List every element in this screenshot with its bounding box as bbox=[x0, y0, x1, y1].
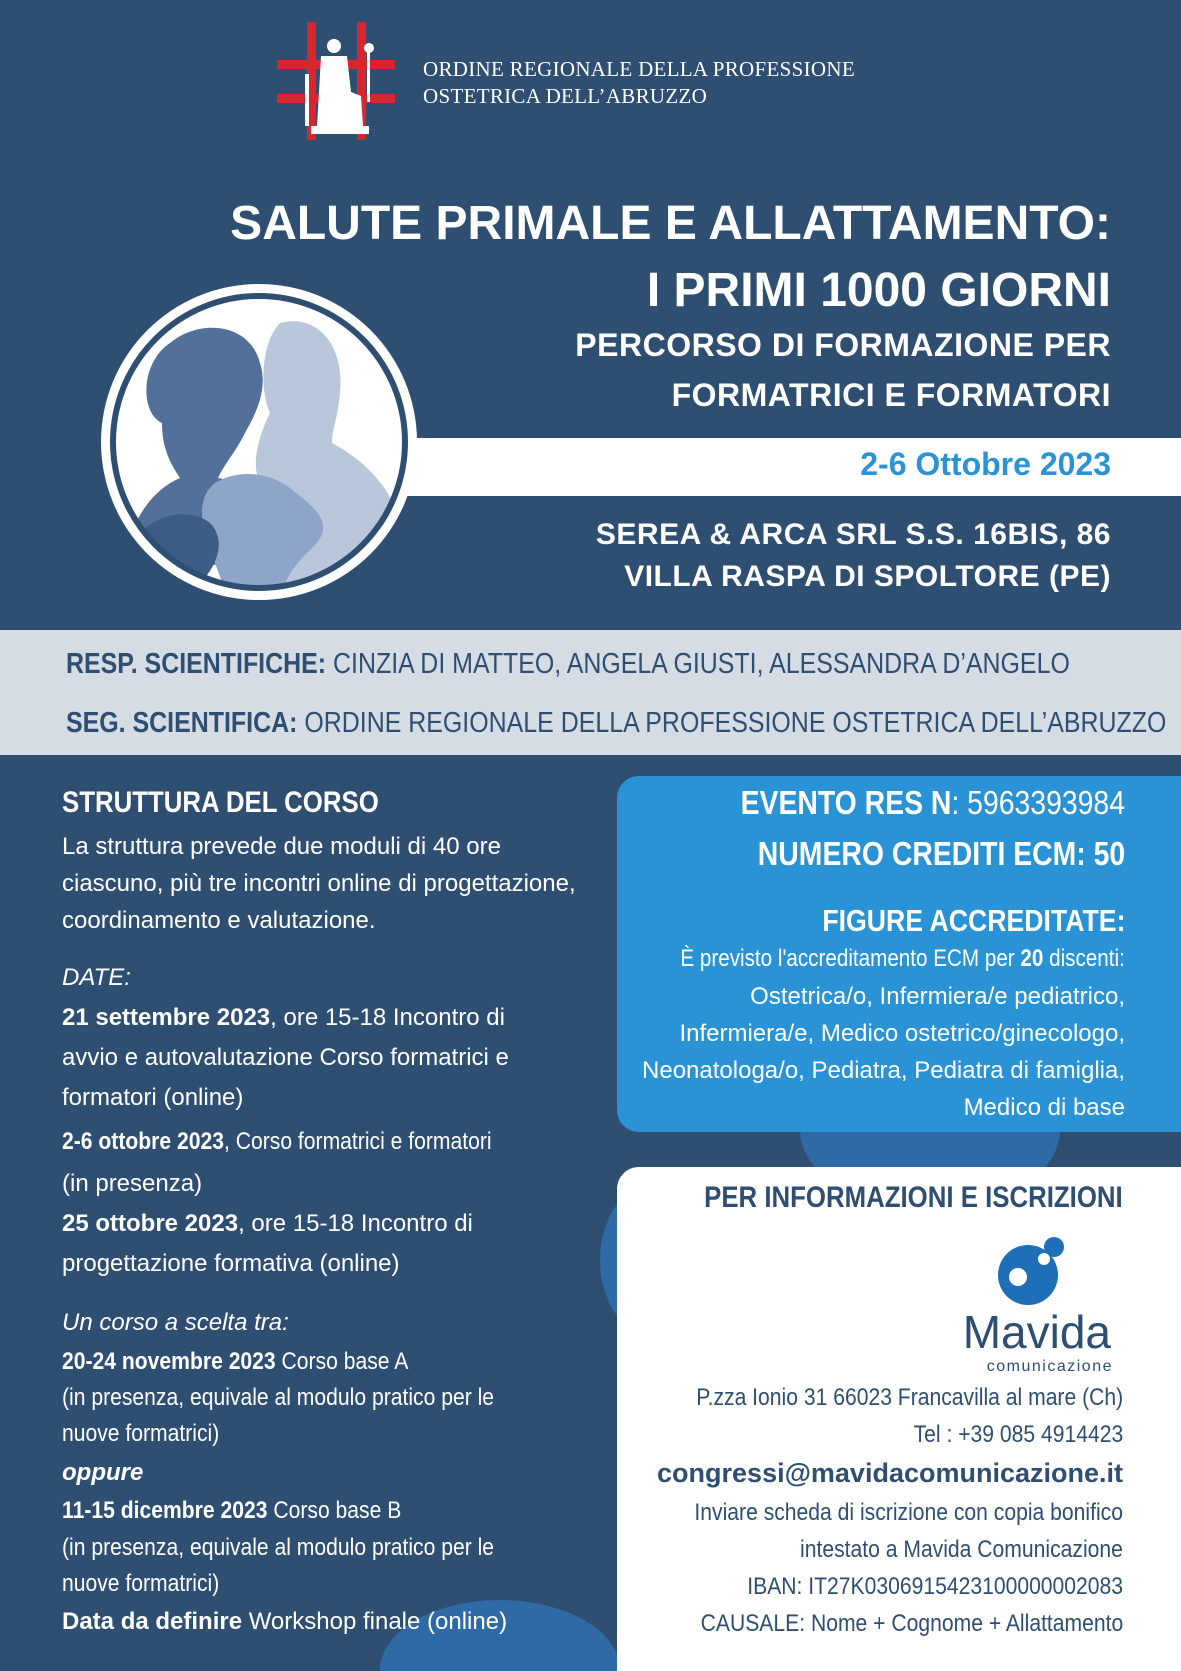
event-date: 2-6 Ottobre 2023 bbox=[860, 446, 1111, 482]
org-name-line1: ORDINE REGIONALE DELLA PROFESSIONE bbox=[423, 57, 855, 81]
struttura-text-line: La struttura prevede due moduli di 40 ore bbox=[62, 833, 501, 860]
course-b-line2: (in presenza, equivale al modulo pratico per le bbox=[62, 1534, 495, 1561]
date-item-1-date: 21 settembre 2023 bbox=[62, 1004, 271, 1031]
oppure-label: oppure bbox=[62, 1459, 144, 1486]
seg-scientifica bbox=[66, 707, 1166, 740]
workshop-date: Data da definire bbox=[62, 1608, 243, 1635]
resp-scientifiche bbox=[66, 648, 1070, 681]
email-link[interactable]: congressi@mavidacomunicazione.it bbox=[657, 1458, 1123, 1488]
date-item-2 bbox=[62, 1128, 492, 1156]
resp-value: CINZIA DI MATTEO, ANGELA GIUSTI, ALESSANDRA D’ANGELO bbox=[333, 648, 1070, 680]
acc-pre: È previsto l'accreditamento ECM per bbox=[680, 945, 1021, 972]
date-item-3-line2: progettazione formativa (online) bbox=[62, 1250, 400, 1277]
date-item-1-line2: avvio e autovalutazione Corso formatrici e bbox=[62, 1044, 509, 1071]
accreditamento-text bbox=[681, 945, 1125, 973]
course-a bbox=[62, 1348, 408, 1376]
seg-label: SEG. SCIENTIFICA: bbox=[66, 707, 298, 739]
struttura-heading: STRUTTURA DEL CORSO bbox=[62, 786, 379, 819]
course-b-text: Corso base B bbox=[267, 1497, 402, 1524]
seg-value: ORDINE REGIONALE DELLA PROFESSIONE OSTETRICA DELL’ABRUZZO bbox=[304, 707, 1167, 739]
figure-heading: FIGURE ACCREDITATE: bbox=[821, 903, 1125, 938]
course-b-line3: nuove formatrici) bbox=[62, 1570, 220, 1597]
course-a-text: Corso base A bbox=[275, 1348, 409, 1375]
info-line: Inviare scheda di iscrizione con copia bonifico bbox=[694, 1499, 1123, 1526]
main-title-line2: I PRIMI 1000 GIORNI bbox=[646, 264, 1111, 317]
info-line: intestato a Mavida Comunicazione bbox=[800, 1536, 1123, 1563]
workshop-text: Workshop finale (online) bbox=[242, 1608, 508, 1635]
acc-post: discenti: bbox=[1043, 945, 1125, 972]
evento-res-label: EVENTO RES N bbox=[740, 784, 952, 821]
iban: IBAN: IT27K0306915423100000002083 bbox=[747, 1573, 1123, 1600]
causale: CAUSALE: Nome + Cognome + Allattamento bbox=[700, 1610, 1123, 1637]
info-heading: PER INFORMAZIONI E ISCRIZIONI bbox=[704, 1181, 1123, 1214]
crediti-ecm: NUMERO CREDITI ECM: 50 bbox=[757, 835, 1125, 872]
struttura-text-line: ciascuno, più tre incontri online di progettazione, bbox=[62, 870, 576, 897]
main-title-line1: SALUTE PRIMALE E ALLATTAMENTO: bbox=[230, 197, 1111, 250]
date-item-1 bbox=[62, 1004, 505, 1032]
figure-line: Infermiera/e, Medico ostetrico/ginecologo, bbox=[679, 1020, 1125, 1047]
course-a-date: 20-24 novembre 2023 bbox=[62, 1348, 276, 1375]
date-item-2-date: 2-6 ottobre 2023 bbox=[62, 1128, 224, 1155]
date-item-3-text: , ore 15-18 Incontro di bbox=[238, 1210, 473, 1237]
subtitle-line2: FORMATRICI E FORMATORI bbox=[671, 377, 1111, 413]
date-item-2-text: , Corso formatrici e formatori bbox=[223, 1128, 492, 1155]
resp-label: RESP. SCIENTIFICHE: bbox=[66, 648, 327, 680]
date-item-1-text: , ore 15-18 Incontro di bbox=[270, 1004, 505, 1031]
mavida-brand-sub: comunicazione bbox=[986, 1358, 1113, 1375]
date-label: DATE: bbox=[62, 964, 131, 991]
date-item-1-line3: formatori (online) bbox=[62, 1084, 244, 1111]
date-item-3-date: 25 ottobre 2023 bbox=[62, 1210, 239, 1237]
scelta-label: Un corso a scelta tra: bbox=[62, 1309, 289, 1336]
evento-res-value: : 5963393984 bbox=[951, 784, 1125, 821]
course-b bbox=[62, 1497, 401, 1525]
struttura-text-line: coordinamento e valutazione. bbox=[62, 907, 376, 934]
workshop-item bbox=[62, 1608, 507, 1636]
org-name-line2: OSTETRICA DELL’ABRUZZO bbox=[423, 84, 708, 108]
course-b-date: 11-15 dicembre 2023 bbox=[62, 1497, 268, 1524]
order-logo-icon bbox=[277, 22, 409, 140]
address: P.zza Ionio 31 66023 Francavilla al mare (Ch) bbox=[696, 1384, 1123, 1411]
date-item-3 bbox=[62, 1210, 473, 1238]
acc-num: 20 bbox=[1020, 945, 1044, 972]
figure-line: Neonatologa/o, Pediatra, Pediatra di famiglia, bbox=[642, 1057, 1125, 1084]
mother-child-illustration bbox=[100, 283, 418, 601]
figure-line: Ostetrica/o, Infermiera/e pediatrico, bbox=[750, 983, 1125, 1010]
venue-line1: SEREA & ARCA SRL S.S. 16BIS, 86 bbox=[595, 518, 1111, 551]
evento-res bbox=[741, 784, 1125, 822]
subtitle-line1: PERCORSO DI FORMAZIONE PER bbox=[575, 327, 1111, 363]
mavida-brand: Mavida bbox=[962, 1306, 1111, 1358]
figure-line: Medico di base bbox=[963, 1094, 1125, 1121]
course-a-line3: nuove formatrici) bbox=[62, 1420, 220, 1447]
course-a-line2: (in presenza, equivale al modulo pratico per le bbox=[62, 1384, 495, 1411]
date-item-2-line2: (in presenza) bbox=[62, 1170, 203, 1197]
mavida-logo-icon bbox=[996, 1235, 1068, 1307]
venue-line2: VILLA RASPA DI SPOLTORE (PE) bbox=[624, 560, 1111, 593]
telephone: Tel : +39 085 4914423 bbox=[913, 1421, 1123, 1448]
